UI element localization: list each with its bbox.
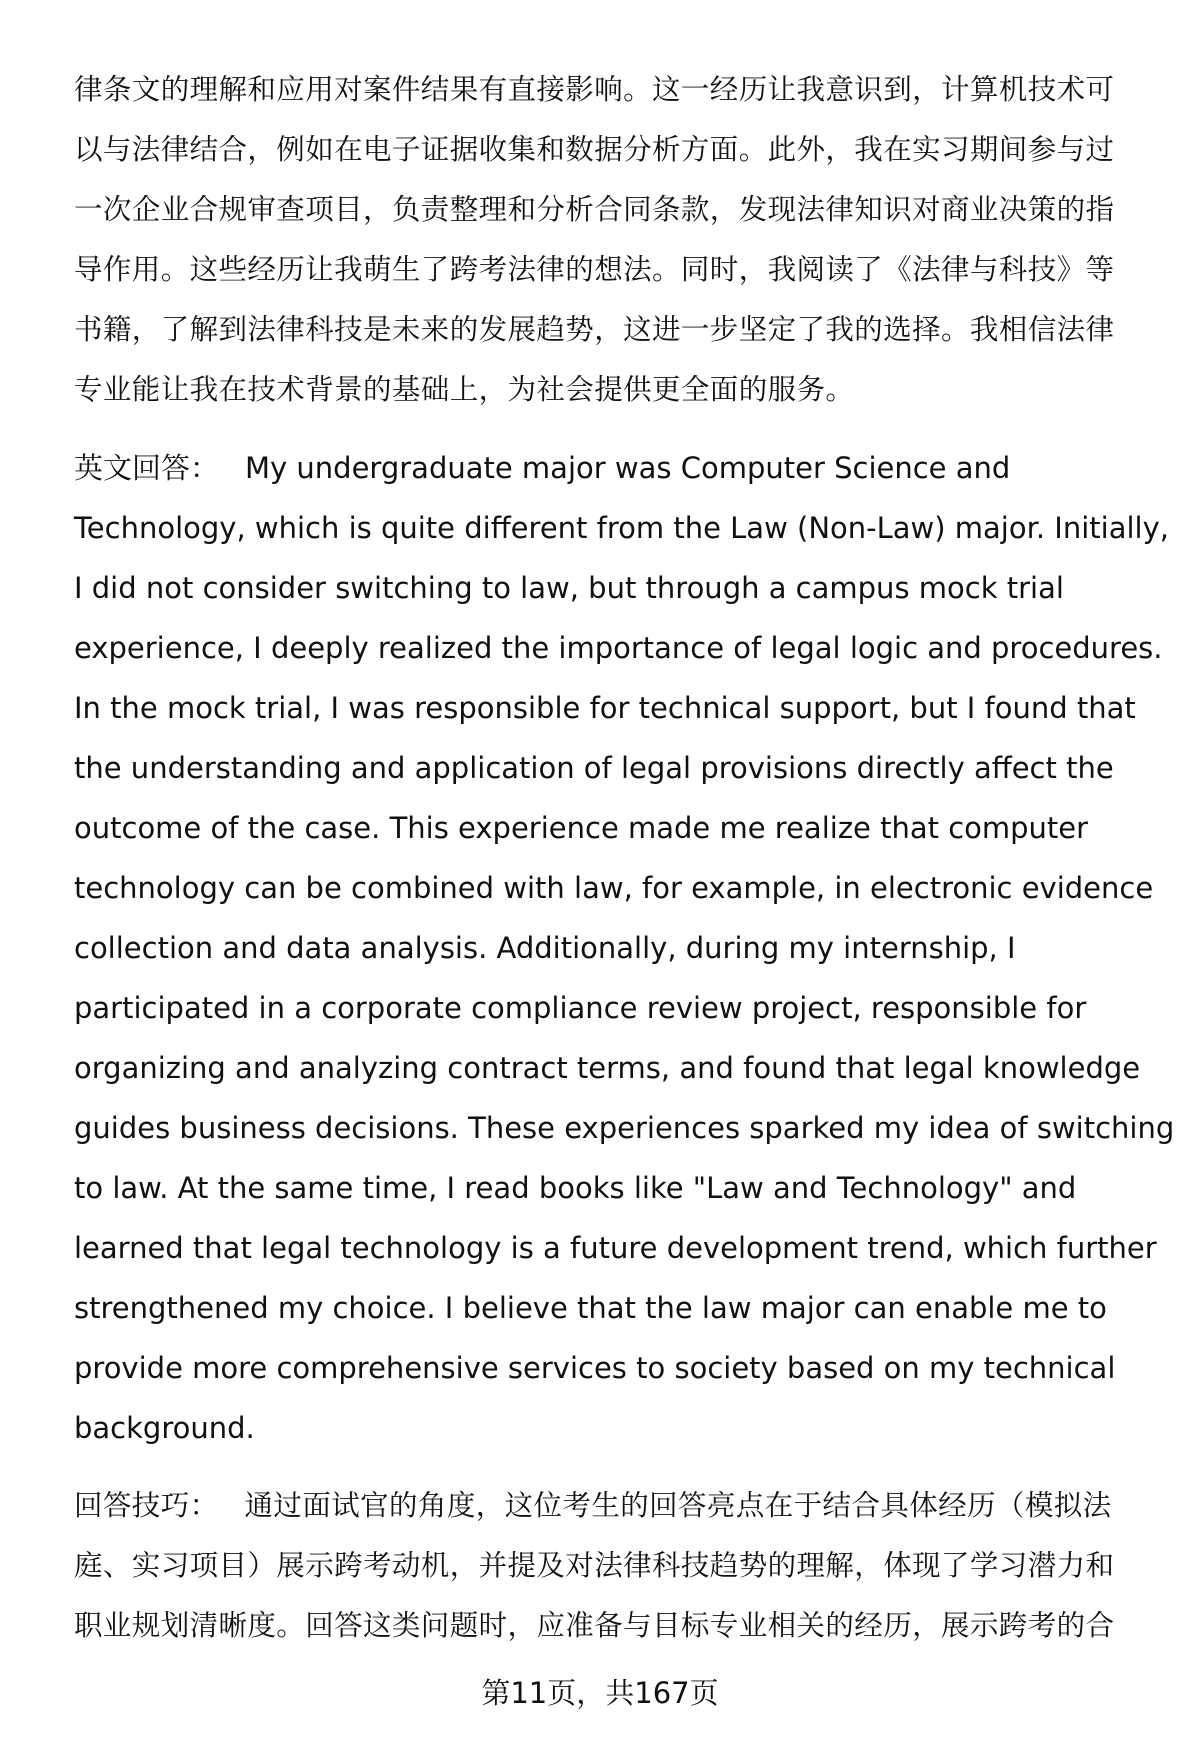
text-line: guides business decisions. These experiences sparked my idea of switching (74, 1111, 1175, 1145)
text-line: strengthened my choice. I believe that the law major can enable me to (74, 1291, 1107, 1325)
text-line: 导作用。这些经历让我萌生了跨考法律的想法。同时，我阅读了《法律与科技》等 (74, 253, 1115, 286)
text-line: 以与法律结合，例如在电子证据收集和数据分析方面。此外，我在实习期间参与过 (74, 133, 1115, 166)
text-line-content: My undergraduate major was Computer Science and (245, 451, 1011, 485)
english-answer-label: 英文回答： (74, 451, 220, 485)
text-line: outcome of the case. This experience made me realize that computer (74, 811, 1089, 845)
text-line: 律条文的理解和应用对案件结果有直接影响。这一经历让我意识到，计算机技术可 (74, 73, 1115, 106)
text-line: learned that legal technology is a future development trend, which further (74, 1231, 1157, 1265)
text-line-content: 通过面试官的角度，这位考生的回答亮点在于结合具体经历（模拟法 (244, 1489, 1112, 1522)
text-line: 书籍，了解到法律科技是未来的发展趋势，这进一步坚定了我的选择。我相信法律 (74, 313, 1115, 346)
text-line: the understanding and application of legal provisions directly affect the (74, 751, 1114, 785)
text-line: provide more comprehensive services to society based on my technical (74, 1351, 1116, 1385)
text-line: technology can be combined with law, for example, in electronic evidence (74, 871, 1154, 905)
text-line: participated in a corporate compliance review project, responsible for (74, 991, 1087, 1025)
text-line: In the mock trial, I was responsible for technical support, but I found that (74, 691, 1136, 725)
page-number: 第11页，共167页 (481, 1676, 719, 1710)
text-line: 庭、实习项目）展示跨考动机，并提及对法律科技趋势的理解，体现了学习潜力和 (74, 1549, 1115, 1582)
text-line: background. (74, 1411, 255, 1445)
text-line: Technology, which is quite different from the Law (Non-Law) major. Initially, (74, 511, 1169, 545)
chinese-paragraph (74, 60, 1154, 420)
text-line: I did not consider switching to law, but through a campus mock trial (74, 571, 1064, 605)
answer-tips-label: 回答技巧： (74, 1489, 219, 1522)
text-line: experience, I deeply realized the importance of legal logic and procedures. (74, 631, 1163, 665)
text-line (74, 1476, 1154, 1536)
answer-tips-paragraph (74, 1476, 1154, 1656)
text-line: to law. At the same time, I read books like "Law and Technology" and (74, 1171, 1077, 1205)
text-line: 一次企业合规审查项目，负责整理和分析合同条款，发现法律知识对商业决策的指 (74, 193, 1115, 226)
text-line (74, 438, 1154, 498)
text-line: collection and data analysis. Additionally, during my internship, I (74, 931, 1016, 965)
text-line: 职业规划清晰度。回答这类问题时，应准备与目标专业相关的经历，展示跨考的合 (74, 1609, 1115, 1642)
page-content (74, 60, 1175, 1656)
text-line: organizing and analyzing contract terms, and found that legal knowledge (74, 1051, 1141, 1085)
english-answer-paragraph (74, 438, 1175, 1458)
text-line: 专业能让我在技术背景的基础上，为社会提供更全面的服务。 (74, 373, 855, 406)
